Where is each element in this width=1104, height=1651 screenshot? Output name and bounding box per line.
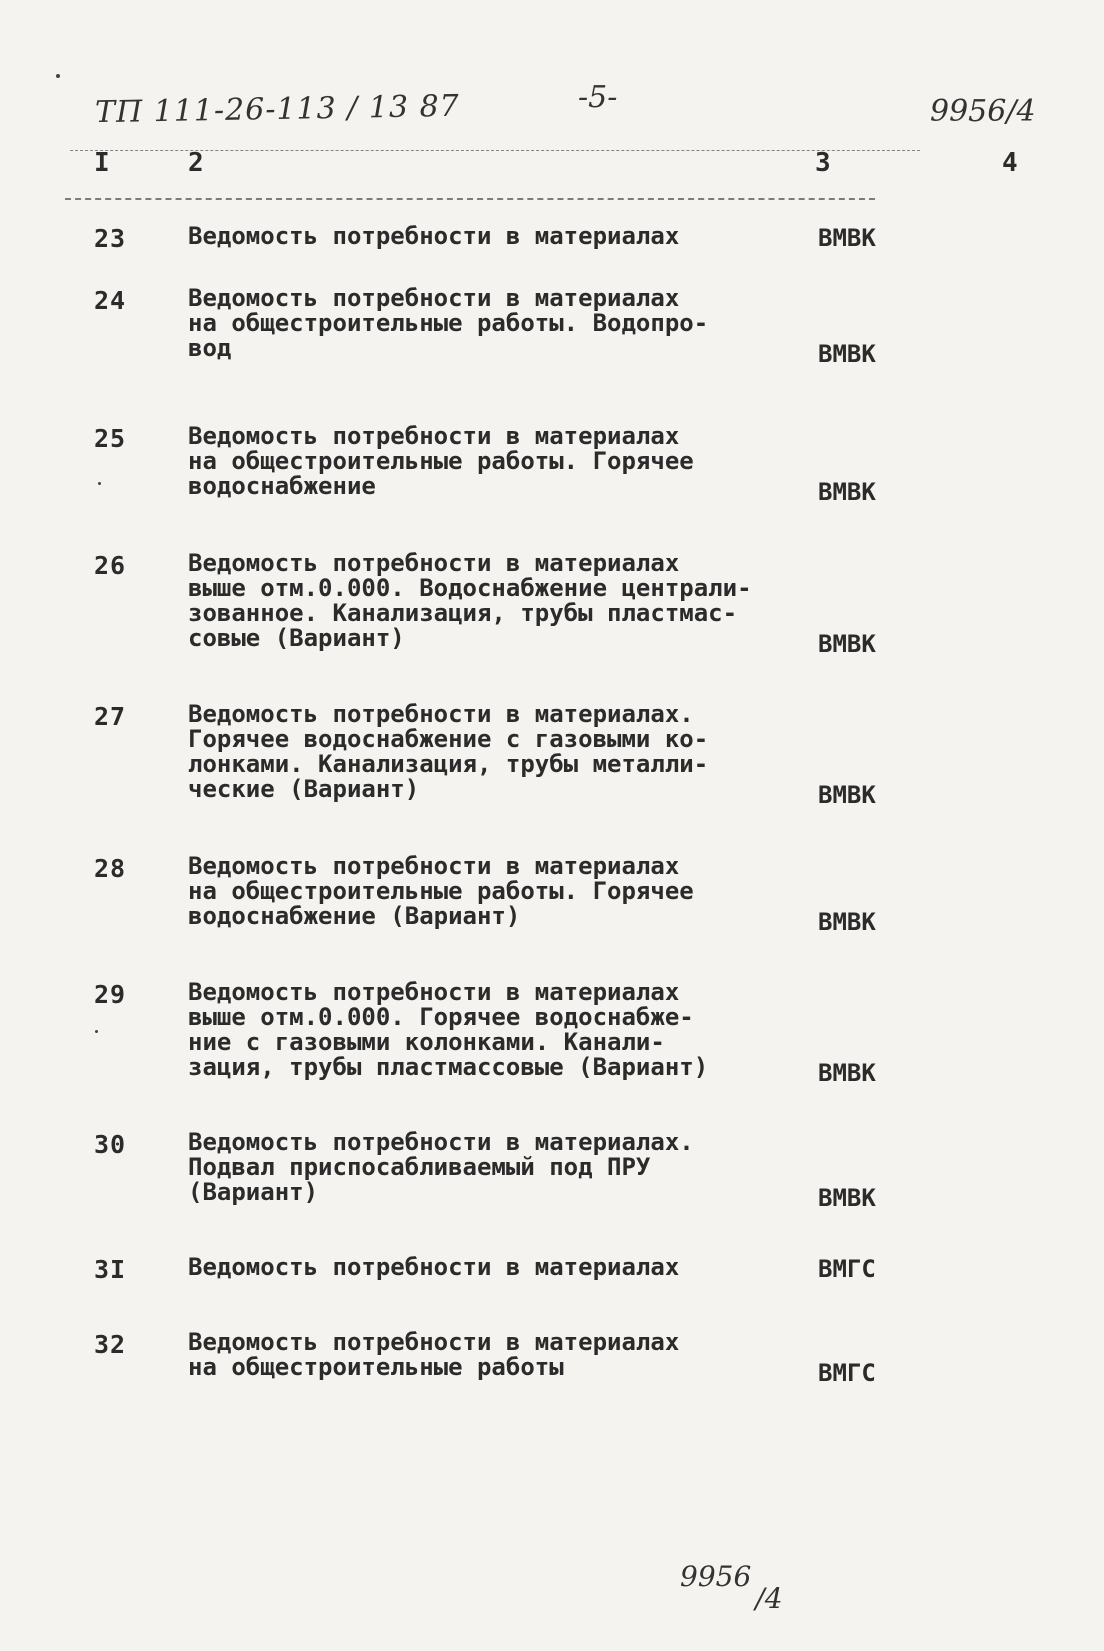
row-code: ВМВК bbox=[818, 1184, 876, 1212]
row-code: ВМВК bbox=[818, 781, 876, 809]
description-line: ние с газовыми колонками. Канали- bbox=[188, 1028, 665, 1056]
header-divider bbox=[65, 198, 875, 200]
row-number: 26 bbox=[94, 551, 127, 580]
description-line: Ведомость потребности в материалах bbox=[188, 422, 680, 450]
row-number: 30 bbox=[94, 1130, 127, 1159]
description-line: на общестроительные работы. Горячее bbox=[188, 877, 694, 905]
reference-number: 9956/4 bbox=[930, 94, 1036, 129]
row-description bbox=[188, 551, 808, 651]
row-code: ВМГС bbox=[818, 1359, 876, 1387]
row-number: 28 bbox=[94, 854, 127, 883]
row-code: ВМВК bbox=[818, 630, 876, 658]
description-line: на общестроительные работы. Горячее bbox=[188, 447, 694, 475]
column-header-2: 2 bbox=[188, 148, 204, 178]
row-code: ВМВК bbox=[818, 478, 876, 506]
row-code: ВМВК bbox=[818, 340, 876, 368]
row-number: 27 bbox=[94, 702, 127, 731]
description-line: совые (Вариант) bbox=[188, 624, 405, 652]
description-line: на общестроительные работы bbox=[188, 1353, 564, 1381]
row-number: 29 bbox=[94, 980, 127, 1009]
description-line: Ведомость потребности в материалах bbox=[188, 549, 680, 577]
column-header-3: 3 bbox=[815, 148, 831, 178]
page-number: -5- bbox=[578, 80, 618, 115]
row-number: 23 bbox=[94, 224, 127, 253]
description-line: Ведомость потребности в материалах. bbox=[188, 700, 694, 728]
column-header-4: 4 bbox=[1002, 148, 1018, 178]
description-line: Ведомость потребности в материалах bbox=[188, 978, 680, 1006]
row-description bbox=[188, 980, 808, 1080]
description-line: Горячее водоснабжение с газовыми ко- bbox=[188, 725, 709, 753]
row-description bbox=[188, 854, 808, 929]
description-line: лонками. Канализация, трубы металли- bbox=[188, 750, 709, 778]
bottom-reference bbox=[680, 1560, 783, 1615]
column-header-1: I bbox=[94, 148, 110, 178]
row-description bbox=[188, 1330, 808, 1380]
bottom-reference-fraction: /4 bbox=[755, 1582, 783, 1615]
description-line: выше отм.0.000. Водоснабжение централи- bbox=[188, 574, 752, 602]
row-number: 32 bbox=[94, 1330, 127, 1359]
speck bbox=[95, 1030, 98, 1033]
document-code: ТП 111-26-113 / 13 87 bbox=[94, 88, 461, 131]
row-description bbox=[188, 224, 808, 249]
row-description bbox=[188, 702, 808, 802]
row-code: ВМВК bbox=[818, 224, 876, 252]
description-line: вод bbox=[188, 334, 232, 362]
description-line: (Вариант) bbox=[188, 1178, 319, 1206]
row-description bbox=[188, 286, 808, 361]
speck bbox=[98, 482, 101, 485]
row-code: ВМВК bbox=[818, 1059, 876, 1087]
description-line: водоснабжение bbox=[188, 472, 376, 500]
description-line: Ведомость потребности в материалах bbox=[188, 1328, 680, 1356]
row-description bbox=[188, 1255, 808, 1280]
description-line: Ведомость потребности в материалах. bbox=[188, 1128, 694, 1156]
description-line: Ведомость потребности в материалах bbox=[188, 222, 680, 250]
description-line: выше отм.0.000. Горячее водоснабже- bbox=[188, 1003, 694, 1031]
description-line: зация, трубы пластмассовые (Вариант) bbox=[188, 1053, 709, 1081]
description-line: Ведомость потребности в материалах bbox=[188, 852, 680, 880]
row-number: 3I bbox=[94, 1255, 127, 1284]
row-number: 25 bbox=[94, 424, 127, 453]
description-line: Подвал приспосабливаемый под ПРУ bbox=[188, 1153, 651, 1181]
description-line: водоснабжение (Вариант) bbox=[188, 902, 521, 930]
description-line: на общестроительные работы. Водопро- bbox=[188, 309, 709, 337]
description-line: Ведомость потребности в материалах bbox=[188, 284, 680, 312]
description-line: зованное. Канализация, трубы пластмас- bbox=[188, 599, 738, 627]
row-code: ВМВК bbox=[818, 908, 876, 936]
bottom-reference-main: 9956 bbox=[680, 1560, 752, 1593]
row-number: 24 bbox=[94, 286, 127, 315]
row-description bbox=[188, 424, 808, 499]
row-code: ВМГС bbox=[818, 1255, 876, 1283]
speck bbox=[56, 74, 60, 78]
row-description bbox=[188, 1130, 808, 1205]
description-line: ческие (Вариант) bbox=[188, 775, 420, 803]
description-line: Ведомость потребности в материалах bbox=[188, 1253, 680, 1281]
